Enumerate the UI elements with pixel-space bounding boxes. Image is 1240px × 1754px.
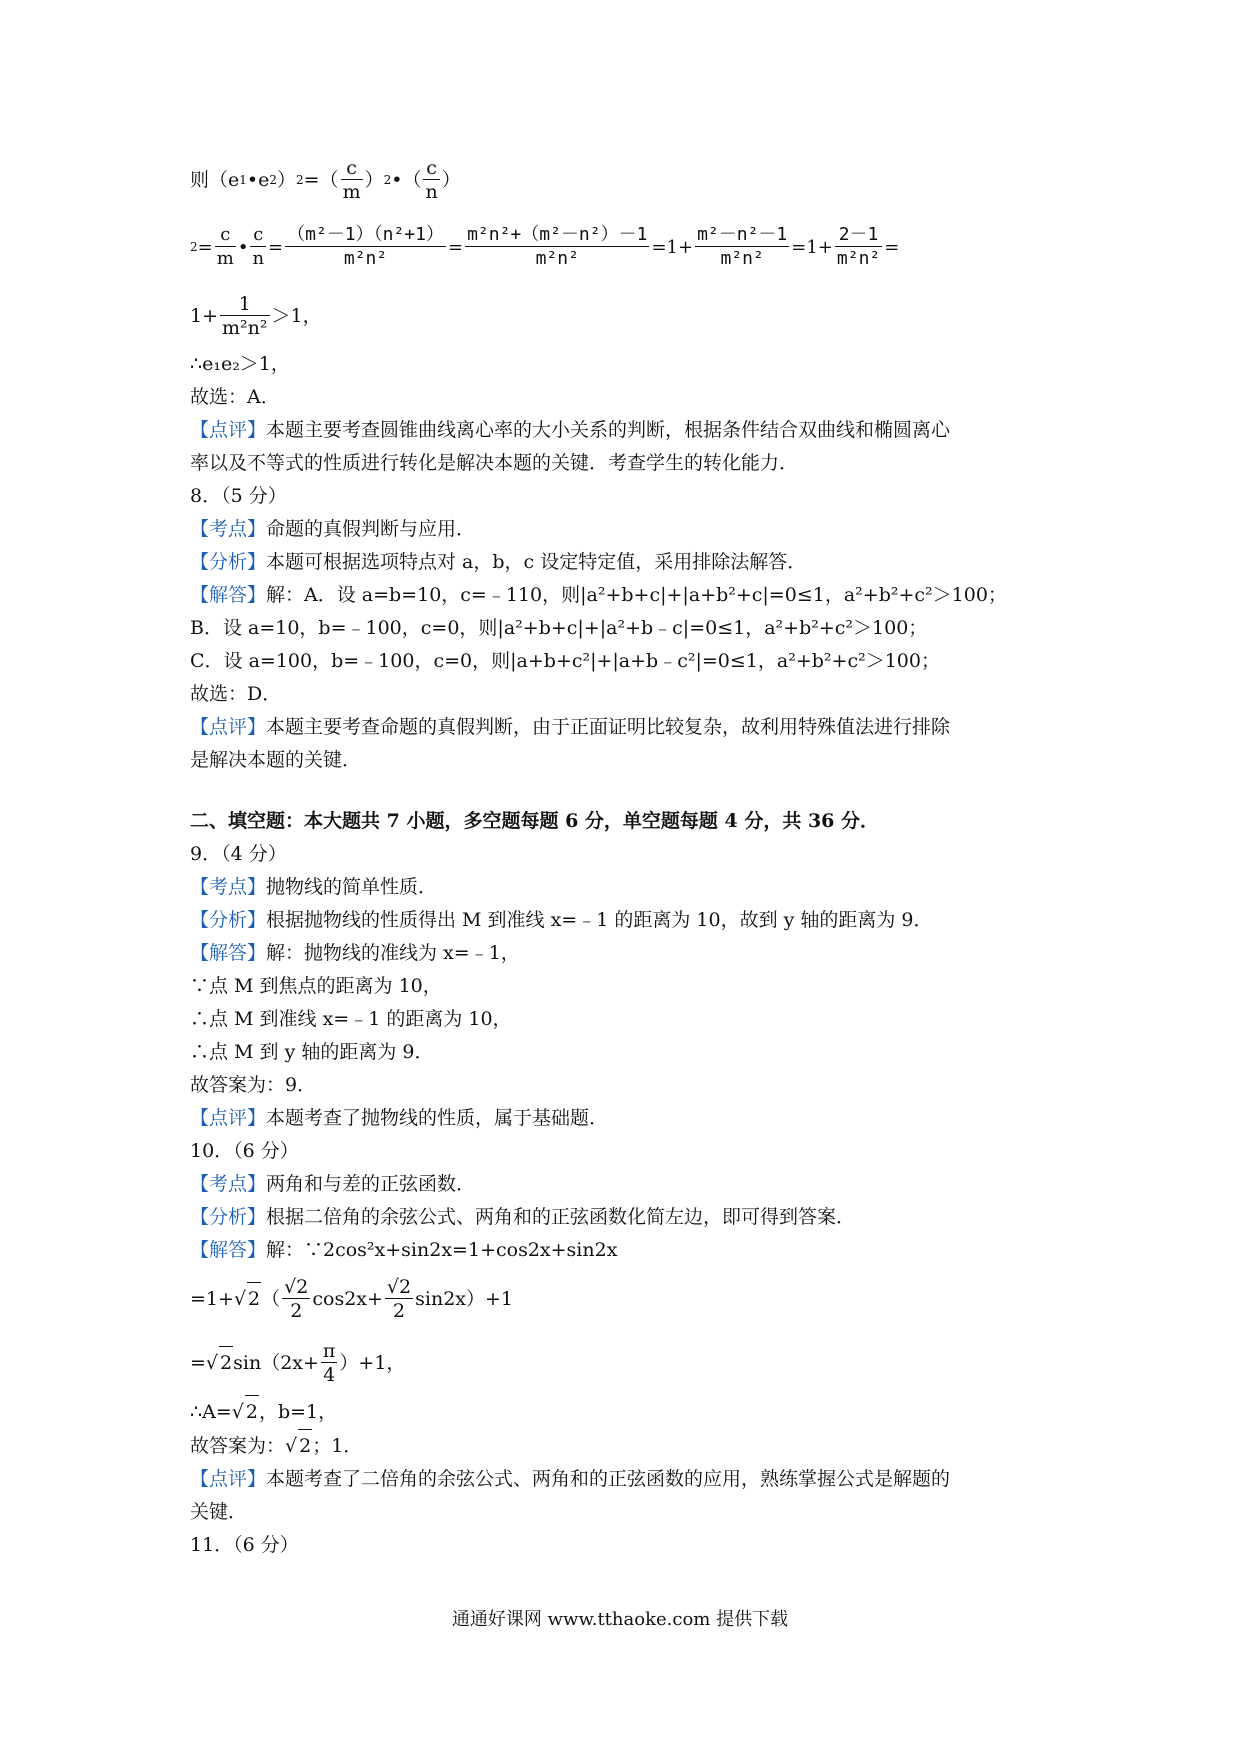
text-line: ∴e₁e₂＞1，: [190, 353, 290, 375]
text-line: 故选：A．: [190, 386, 280, 408]
fraction: [215, 224, 236, 271]
equation-line-1: 则（e 1 •e 2 ） 2 =（ $\frac{c}{m}$ ） 2 •（ $\frac{c}{n}$ ）: [190, 156, 461, 203]
numerator: c: [220, 223, 231, 245]
denominator: 4: [321, 1362, 338, 1387]
numerator: c: [253, 223, 264, 245]
fraction: [835, 224, 882, 271]
fraction: [695, 224, 789, 271]
text: 解：抛物线的准线为 x=﹣1，: [266, 942, 520, 964]
jieda-line: [190, 579, 1060, 612]
text: ）: [364, 168, 384, 191]
page-footer: 通通好课网 www.tthaoke.com 提供下载: [451, 1609, 789, 1630]
tag-jieda: 【解答】: [190, 942, 267, 964]
comment-line: [190, 414, 1060, 447]
text: =: [268, 236, 284, 258]
text: 根据抛物线的性质得出 M 到准线 x=﹣1 的距离为 10，故到 y 轴的距离为 9．: [266, 909, 933, 931]
kaodian-line: [190, 513, 1060, 546]
radicand: 2: [298, 1429, 312, 1463]
text: 抛物线的简单性质．: [266, 876, 438, 898]
denominator: n: [425, 180, 438, 203]
text-line: 是解决本题的关键．: [190, 749, 362, 771]
tag-kaodian: 【考点】: [190, 876, 267, 898]
text-line: [190, 1429, 1060, 1463]
question-number: 8．（5 分）: [190, 485, 287, 507]
numerator: c: [346, 156, 357, 179]
text-line: ∴点 M 到 y 轴的距离为 9．: [190, 1041, 434, 1063]
tag-jieda: 【解答】: [190, 1239, 267, 1261]
document-body: [190, 150, 1060, 1562]
kaodian-line: [190, 871, 1060, 904]
question-number: 11．（6 分）: [190, 1534, 299, 1556]
denominator: m²n²: [222, 316, 268, 339]
tag-kaodian: 【考点】: [190, 1173, 267, 1195]
denominator: m: [342, 180, 361, 203]
numerator: π: [322, 1339, 336, 1362]
text: 1+: [190, 304, 219, 327]
tag-dianping: 【点评】: [190, 716, 267, 738]
text: ∴A=: [190, 1401, 232, 1423]
tag-kaodian: 【考点】: [190, 518, 267, 540]
text: 两角和与差的正弦函数．: [266, 1173, 476, 1195]
text-line: 故选：D．: [190, 683, 282, 705]
denominator: 2: [385, 1298, 413, 1323]
radicand: 2: [247, 1282, 261, 1316]
fraction: [423, 157, 439, 204]
text-line: B．设 a=10，b=﹣100，c=0，则|a²+b+c|+|a²+b﹣c|=0≤1，a²+b²+c²＞100；: [190, 617, 928, 639]
fenxi-line: [190, 546, 1060, 579]
radicand: 2: [219, 1346, 233, 1380]
denominator: n: [252, 247, 265, 269]
denominator: 2: [282, 1298, 310, 1323]
sqrt-symbol: √: [231, 1401, 244, 1423]
text: sin（2x+: [233, 1351, 319, 1374]
text: =: [190, 1351, 206, 1374]
tag-jieda: 【解答】: [190, 584, 267, 606]
text: 本题可根据选项特点对 a，b，c 设定特定值，采用排除法解答．: [266, 551, 807, 573]
numerator: 1: [238, 292, 251, 315]
text: （: [261, 1287, 281, 1310]
tag-dianping: 【点评】: [190, 419, 267, 441]
denominator: m²n²: [465, 246, 649, 271]
text: ）: [441, 168, 461, 191]
comment-line: [190, 1463, 1060, 1496]
tag-dianping: 【点评】: [190, 1468, 267, 1490]
text: 命题的真假判断与应用．: [266, 518, 476, 540]
text: •e: [246, 168, 270, 191]
text-line: 率以及不等式的性质进行转化是解决本题的关键．考查学生的转化能力．: [190, 452, 799, 474]
text: cos2x+: [312, 1287, 383, 1310]
equation-line-2: 2 = $\frac{c}{m}$ • $\frac{c}{n}$ = $\frac{\text{（m²－1）（n²+1）}}{\text{m²n²}}$ = $\frac{\text{m²n²+（m²－n²）－1}}{\text{m²n²}}$ =1+ $\frac{\text{m²－n²－1}}{\text{m²n²}}$ =1+ $\frac{2-1}{\text{m²n²}}$ =: [190, 223, 900, 269]
text-line: C．设 a=100，b=﹣100，c=0，则|a+b+c²|+|a+b﹣c²|=0≤1，a²+b²+c²＞100；: [190, 650, 940, 672]
text: 本题考查了二倍角的余弦公式、两角和的正弦函数的应用，熟练掌握公式是解题的: [266, 1468, 951, 1490]
tag-fenxi: 【分析】: [190, 909, 267, 931]
numerator: √2: [386, 1275, 412, 1298]
comment-line: [190, 1102, 1060, 1135]
numerator: 2－1: [838, 223, 879, 245]
tag-dianping: 【点评】: [190, 1107, 267, 1129]
sqrt-symbol: √: [233, 1287, 247, 1310]
fraction: [220, 293, 270, 340]
text: ；1．: [312, 1435, 363, 1457]
numerator: m²－n²－1: [697, 223, 788, 245]
text: 解：∵2cos²x+sin2x=1+cos2x+sin2x: [266, 1239, 618, 1261]
text: 本题主要考查命题的真假判断，由于正面证明比较复杂，故利用特殊值法进行排除: [266, 716, 951, 738]
text: ）: [276, 168, 296, 191]
tag-fenxi: 【分析】: [190, 551, 267, 573]
fraction: [285, 224, 446, 271]
numerator: m²n²+（m²－n²）－1: [467, 223, 648, 245]
text-line: 关键．: [190, 1501, 248, 1523]
fenxi-line: [190, 904, 1060, 937]
fraction: [465, 224, 649, 271]
section-heading: 二、填空题：本大题共 7 小题，多空题每题 6 分，单空题每题 4 分，共 36 分．: [190, 810, 880, 832]
equation-line-4: [190, 1267, 1060, 1331]
text: ，b=1，: [258, 1401, 338, 1423]
equation-line-5: [190, 1331, 1060, 1395]
text: •: [237, 236, 249, 258]
text: ＞1，: [271, 304, 322, 327]
fenxi-line: [190, 1201, 1060, 1234]
text: •（: [391, 168, 422, 191]
denominator: m: [216, 247, 234, 269]
text: =1+: [190, 1287, 234, 1310]
radicand: 2: [245, 1395, 259, 1429]
text: 故答案为：: [190, 1435, 286, 1457]
jieda-line: [190, 1234, 1060, 1267]
question-number: 9．（4 分）: [190, 843, 287, 865]
text-line: [190, 1395, 1060, 1429]
kaodian-line: [190, 1168, 1060, 1201]
question-number: 10．（6 分）: [190, 1140, 299, 1162]
fraction: [385, 1276, 413, 1323]
text: ）+1，: [339, 1351, 406, 1374]
fraction: [321, 1340, 338, 1387]
text-line: ∵点 M 到焦点的距离为 10，: [190, 975, 442, 997]
text: =1+: [651, 236, 694, 258]
text: =: [447, 236, 464, 258]
text: 则（e: [190, 168, 240, 191]
numerator: c: [426, 156, 437, 179]
text: 本题考查了抛物线的性质，属于基础题．: [266, 1107, 609, 1129]
text: =: [884, 236, 900, 258]
jieda-line: [190, 937, 1060, 970]
text-line: 故答案为：9．: [190, 1074, 317, 1096]
equation-line-3: [190, 284, 1060, 348]
text: =（: [303, 168, 339, 191]
text: =: [197, 236, 213, 258]
comment-line: [190, 711, 1060, 744]
text: 解：A．设 a=b=10，c=﹣110，则|a²+b+c|+|a+b²+c|=0≤1，a²+b²+c²＞100；: [266, 584, 1007, 606]
tag-fenxi: 【分析】: [190, 1206, 267, 1228]
denominator: m²n²: [285, 246, 446, 271]
text-line: ∴点 M 到准线 x=﹣1 的距离为 10，: [190, 1008, 512, 1030]
text: 根据二倍角的余弦公式、两角和的正弦函数化简左边，即可得到答案．: [266, 1206, 856, 1228]
fraction: [341, 157, 363, 204]
numerator: √2: [284, 1275, 309, 1298]
fraction: [282, 1276, 310, 1323]
numerator: （m²－1）（n²+1）: [287, 223, 444, 245]
text: 本题主要考查圆锥曲线离心率的大小关系的判断，根据条件结合双曲线和椭圆离心: [266, 419, 951, 441]
text: sin2x）+1: [415, 1287, 514, 1310]
text: =1+: [791, 236, 833, 258]
denominator: m²n²: [695, 246, 789, 271]
sqrt-symbol: √: [205, 1351, 219, 1374]
sqrt-symbol: √: [285, 1435, 298, 1457]
denominator: m²n²: [836, 247, 881, 269]
fraction: [250, 224, 266, 271]
